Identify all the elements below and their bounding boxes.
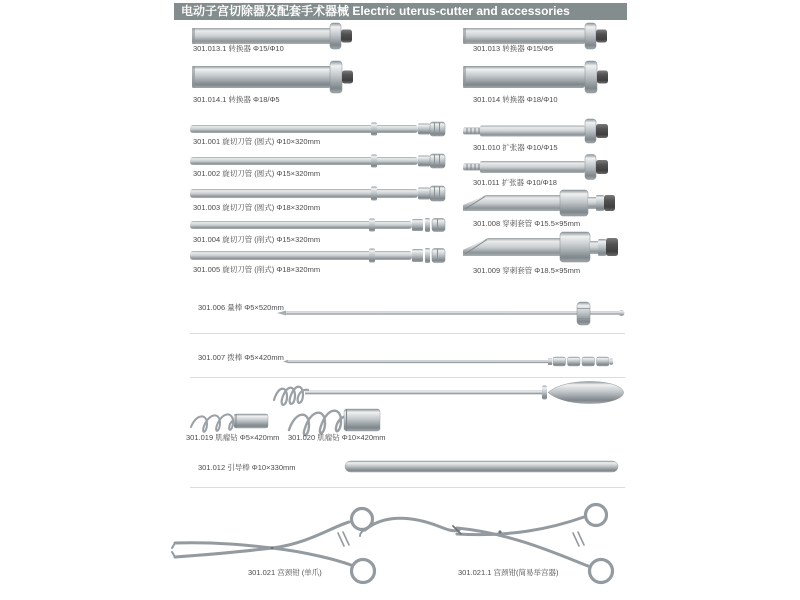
image-guide-rod-301-012 (345, 461, 618, 472)
label-301-021: 301.021 宫颈钳 (单爪) (248, 568, 322, 577)
label-301-013-1: 301.013.1 转换器 Φ15/Φ10 (193, 44, 284, 53)
image-myoma-screw-full (274, 382, 624, 405)
image-rod-301-007 (283, 357, 613, 366)
label-301-011: 301.011 扩张器 Φ10/Φ18 (473, 178, 557, 187)
label-301-009: 301.009 穿刺套管 Φ18.5×95mm (473, 266, 581, 275)
label-301-014-1: 301.014.1 转换器 Φ18/Φ5 (193, 95, 280, 104)
label-301-021-1: 301.021.1 宫颈钳(简易举宫器) (458, 568, 559, 577)
label-301-005: 301.005 旋切刀管 (削式) Φ18×320mm (193, 265, 321, 274)
label-301-020: 301.020 肌瘤钻 Φ10×420mm (288, 433, 386, 442)
page-title: 电动子宫切除器及配套手术器械 Electric uterus-cutter and accessories (174, 3, 627, 20)
image-myoma-drill-301-020 (289, 409, 380, 435)
label-301-006: 301.006 量棒 Φ5×520mm (198, 303, 284, 312)
section-divider (190, 487, 625, 488)
image-converter-301-014 (463, 61, 608, 93)
label-301-013: 301.013 转换器 Φ15/Φ5 (473, 44, 554, 53)
section-divider (190, 377, 625, 378)
section-divider (190, 333, 625, 334)
image-dilator-301-011 (463, 155, 608, 180)
label-301-004: 301.004 旋切刀管 (削式) Φ15×320mm (193, 235, 321, 244)
label-301-008: 301.008 穿刺套管 Φ15.5×95mm (473, 219, 581, 228)
label-301-012: 301.012 引导棒 Φ10×330mm (198, 463, 296, 472)
label-301-001: 301.001 旋切刀管 (圆式) Φ10×320mm (193, 137, 321, 146)
image-converter-301-014-1 (192, 61, 353, 93)
label-301-007: 301.007 拨棒 Φ5×420mm (198, 353, 284, 362)
image-cutter-tube-301-005 (190, 248, 445, 263)
image-trocar-sleeve-301-009 (463, 232, 618, 262)
label-301-002: 301.002 旋切刀管 (圆式) Φ15×320mm (193, 169, 321, 178)
image-cutter-tube-301-004 (190, 218, 445, 232)
image-dilator-301-010 (463, 119, 608, 143)
image-myoma-drill-301-019 (191, 414, 268, 432)
label-301-003: 301.003 旋切刀管 (圆式) Φ18×320mm (193, 203, 321, 212)
label-301-010: 301.010 扩张器 Φ10/Φ15 (473, 143, 558, 152)
image-cutter-tube-301-001 (190, 122, 445, 136)
image-trocar-sleeve-301-008 (463, 190, 615, 216)
image-cutter-tube-301-002 (190, 154, 445, 168)
label-301-019: 301.019 肌瘤钻 Φ5×420mm (186, 433, 280, 442)
image-cutter-tube-301-003 (190, 186, 445, 201)
label-301-014: 301.014 转换器 Φ18/Φ10 (473, 95, 558, 104)
image-measuring-rod-301-006 (277, 302, 625, 325)
